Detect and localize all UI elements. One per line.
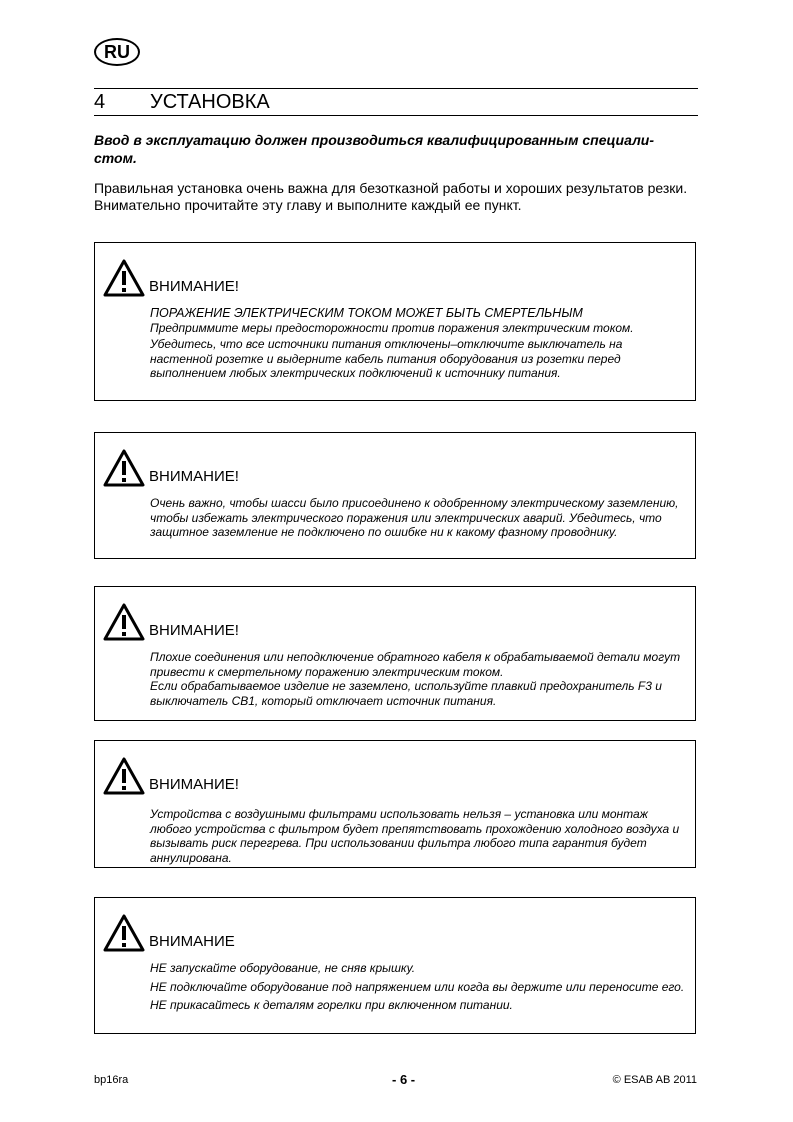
section-number: 4 [94, 90, 106, 113]
warning-line: Устройства с воздушными фильтрами использовать нельзя – установка или монтаж любого устройства с фильтром будет препятствовать прохождению холодного воздуха и вызывать риск перегрева. При использовании фильтра любого типа гарантия будет аннулирована. [150, 807, 680, 865]
footer-page-number: - 6 - [392, 1072, 416, 1087]
warning-title: ВНИМАНИЕ! [149, 776, 239, 793]
warning-body [150, 961, 687, 1013]
warning-line: Убедитесь, что все источники питания отключены–отключите выключатель на настенной розетке и выдерните кабель питания оборудования из розетки перед выполнением любых электрических подключений к источнику питания. [150, 337, 623, 380]
warning-box-air-filters [94, 740, 696, 868]
section-heading [94, 88, 698, 116]
warning-triangle-icon [103, 603, 145, 641]
warning-line: Плохие соединения или неподключение обратного кабеля к обрабатываемой детали могут привести к смертельному поражению электрическим током. [150, 650, 681, 679]
warning-title: ВНИМАНИЕ! [149, 468, 239, 485]
warning-header [103, 603, 239, 641]
warning-title: ВНИМАНИЕ [149, 933, 235, 950]
warning-header [103, 914, 235, 952]
warning-line: Если обрабатываемое изделие не заземлено, используйте плавкий предохранитель F3 и выключатель CB1, который отключает источник питания. [150, 679, 662, 708]
warning-body [150, 496, 687, 540]
footer-doc-code: bp16ra [94, 1074, 129, 1086]
warning-box-operation [94, 897, 696, 1034]
warning-body [150, 650, 687, 708]
intro-paragraph: Правильная установка очень важна для безотказной работы и хороших результатов резки. Внимательно прочитайте эту главу и выполните каждый ее пункт. [94, 180, 688, 213]
warning-line: НЕ прикасайтесь к деталям горелки при включенном питании. [150, 998, 513, 1012]
warning-title: ВНИМАНИЕ! [149, 278, 239, 295]
warning-line: Очень важно, чтобы шасси было присоединено к одобренному электрическому заземлению, чтобы избежать электрического поражения или электрических аварий. Убедитесь, что защитное заземление не подключено по ошибке ни к какому фазному проводнику. [150, 496, 679, 539]
warning-triangle-icon [103, 259, 145, 297]
section-title: УСТАНОВКА [150, 90, 270, 113]
intro-qualification-line-1: Ввод в эксплуатацию должен производиться квалифицированным специали- [94, 132, 654, 148]
warning-header [103, 259, 239, 297]
intro-qualification-line-2: стом. [94, 150, 137, 166]
language-badge: RU [94, 38, 140, 66]
warning-line: Предприммите меры предосторожности против поражения электрическим током. [150, 320, 634, 335]
warning-triangle-icon [103, 757, 145, 795]
warning-box-electric-shock [94, 242, 696, 401]
warning-header [103, 449, 239, 487]
warning-line: НЕ запускайте оборудование, не сняв крышку. [150, 961, 416, 975]
warning-title: ВНИМАНИЕ! [149, 622, 239, 639]
warning-triangle-icon [103, 449, 145, 487]
warning-box-return-cable [94, 586, 696, 721]
footer-copyright: © ESAB AB 2011 [612, 1074, 697, 1086]
warning-header [103, 757, 239, 795]
warning-body [150, 306, 687, 381]
warning-triangle-icon [103, 914, 145, 952]
warning-line: НЕ подключайте оборудование под напряжением или когда вы держите или переносите его. [150, 979, 685, 994]
warning-body [150, 807, 687, 865]
warning-line: ПОРАЖЕНИЕ ЭЛЕКТРИЧЕСКИМ ТОКОМ МОЖЕТ БЫТЬ СМЕРТЕЛЬНЫМ [150, 306, 583, 320]
warning-box-grounding [94, 432, 696, 559]
intro-qualification-note [94, 131, 694, 167]
